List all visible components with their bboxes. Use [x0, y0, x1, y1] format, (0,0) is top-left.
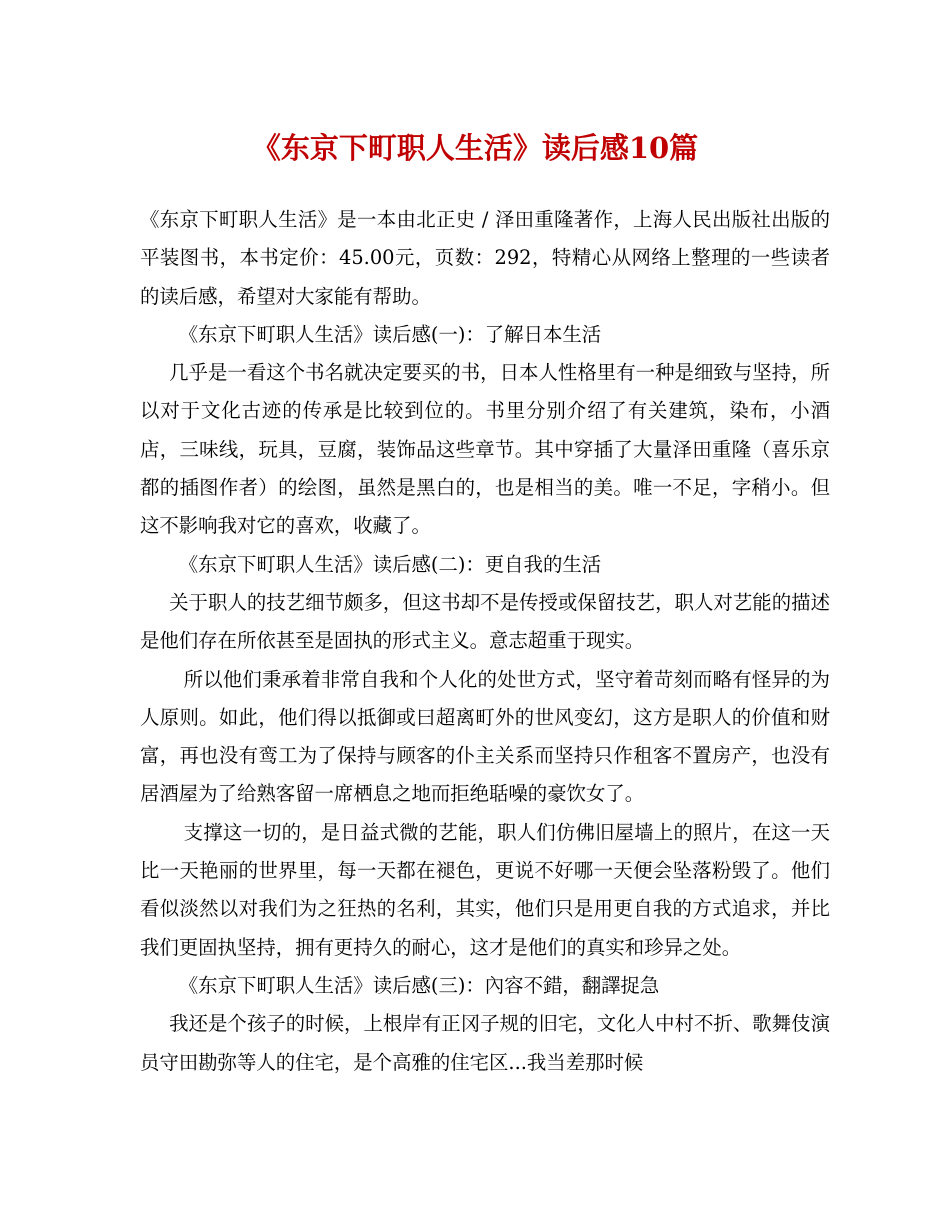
section-heading-1: 《东京下町职人生活》读后感(一)：了解日本生活: [178, 322, 602, 346]
body-paragraph: 我还是个孩子的时候，上根岸有正冈子规的旧宅，文化人中村不折、歌舞伎演员守田勘弥等人的住宅，是个高雅的住宅区...我当差那时候: [140, 1012, 830, 1074]
body-paragraph: 几乎是一看这个书名就决定要买的书，日本人性格里有一种是细致与坚持，所以对于文化古迹的传承是比较到位的。书里分别介绍了有关建筑，染布，小酒店，三味线，玩具，豆腐，装饰品这些章节。其中穿插了大量泽田重隆（喜乐京都的插图作者）的绘图，虽然是黑白的，也是相当的美。唯一不足，字稍小。但这不影响我对它的喜欢，收藏了。: [140, 361, 830, 538]
section-heading-2: 《东京下町职人生活》读后感(二)：更自我的生活: [178, 552, 602, 576]
section-heading-3: 《东京下町职人生活》读后感(三)：內容不錯，翻譯捉急: [178, 973, 660, 997]
document-title: 《东京下町职人生活》读后感10篇: [251, 131, 699, 165]
body-paragraph: 关于职人的技艺细节颇多，但这书却不是传授或保留技艺，职人对艺能的描述是他们存在所依甚至是固执的形式主义。意志超重于现实。: [140, 590, 830, 653]
body-paragraph: 所以他们秉承着非常自我和个人化的处世方式，坚守着苛刻而略有怪异的为人原则。如此，他们得以抵御或曰超离町外的世风变幻，这方是职人的价值和财富，再也没有鸾工为了保持与顾客的仆主关系而坚持只作租客不置房产，也没有居酒屋为了给熟客留一席栖息之地而拒绝聒噪的豪饮女了。: [140, 667, 830, 806]
document-body: [140, 201, 830, 1082]
intro-paragraph: 《东京下町职人生活》是一本由北正史 / 泽田重隆著作，上海人民出版社出版的平装图书，本书定价：45.00元，页数：292，特精心从网络上整理的一些读者的读后感，希望对大家能有帮助。: [140, 208, 830, 308]
body-paragraph: 支撑这一切的，是日益式微的艺能，职人们仿佛旧屋墙上的照片，在这一天比一天艳丽的世界里，每一天都在褪色，更说不好哪一天便会坠落粉毁了。他们看似淡然以对我们为之狂热的名利，其实，他们只是用更自我的方式追求，并比我们更固执坚持，拥有更持久的耐心，这才是他们的真实和珍异之处。: [140, 820, 830, 959]
